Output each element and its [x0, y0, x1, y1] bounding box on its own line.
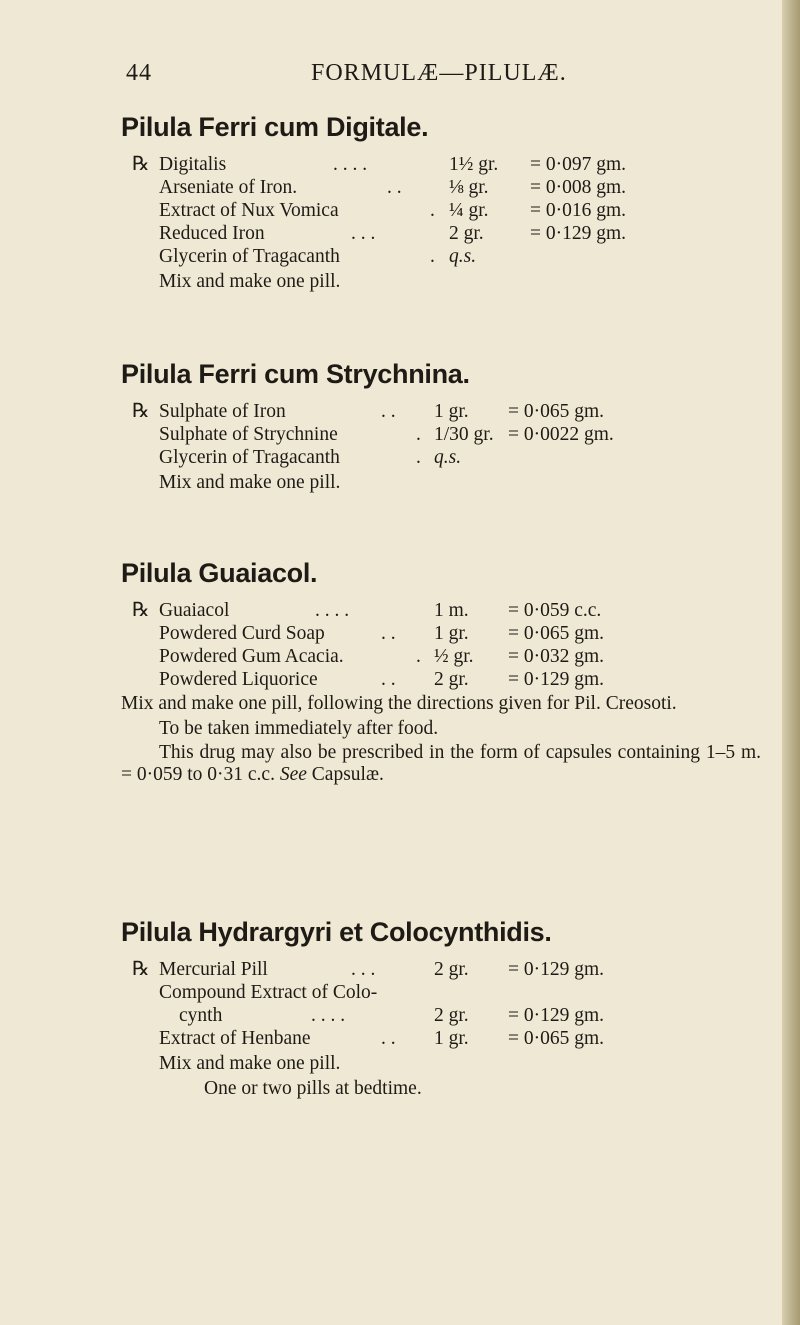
formula-title: Pilula Guaiacol. — [121, 558, 318, 588]
ingredient-row — [121, 1004, 781, 1027]
ingredient-row — [121, 1027, 781, 1050]
formula-ferri-digitale — [121, 112, 781, 293]
dot-leader: . . — [381, 401, 396, 422]
ingredient-metric: = 0·129 gm. — [530, 223, 627, 244]
ingredient-row — [121, 958, 781, 981]
ingredient-metric: = 0·065 gm. — [508, 1028, 605, 1049]
see-reference: See — [279, 764, 307, 785]
ingredient-dose: 2 gr. — [449, 223, 484, 244]
ingredient-name: Powdered Curd Soap — [159, 623, 325, 644]
formula-guaiacol — [121, 558, 781, 786]
ingredient-dose: ⅛ gr. — [449, 177, 489, 198]
ingredient-row — [121, 668, 781, 691]
ingredient-name: Sulphate of Iron — [159, 401, 286, 422]
ingredient-name: Extract of Henbane — [159, 1028, 311, 1049]
ingredient-name: Mercurial Pill — [159, 959, 268, 980]
ingredient-row — [121, 153, 781, 176]
ingredient-dose: 2 gr. — [434, 669, 469, 690]
dot-leader: . — [416, 424, 421, 445]
dot-leader: . . . . — [333, 154, 368, 175]
ingredient-row — [121, 245, 781, 268]
ingredient-metric: = 0·129 gm. — [508, 1005, 605, 1026]
dosage-note: To be taken immediately after food. — [159, 718, 439, 739]
capsule-note-text: This drug may also be prescribed in the form of capsules containing 1–5 m. = 0·059 to 0·31 c.c. — [121, 742, 761, 785]
ingredient-name: Glycerin of Tragacanth — [159, 447, 340, 468]
ingredient-dose: q.s. — [449, 246, 477, 267]
dot-leader: . . . . — [315, 600, 350, 621]
formula-instruction: Mix and make one pill, following the directions given for Pil. Creosoti. — [121, 693, 677, 714]
ingredient-row — [121, 981, 781, 1004]
ingredient-row — [121, 622, 781, 645]
dot-leader: . — [416, 646, 421, 667]
ingredient-row — [121, 176, 781, 199]
ingredient-dose: 1½ gr. — [449, 154, 499, 175]
ingredient-metric: = 0·008 gm. — [530, 177, 627, 198]
recipe-symbol: ℞ — [132, 401, 150, 422]
ingredient-dose: 1/30 gr. — [434, 424, 494, 445]
ingredient-dose: 2 gr. — [434, 1005, 469, 1026]
dot-leader: . . — [387, 177, 402, 198]
formula-title: Pilula Ferri cum Strychnina. — [121, 359, 470, 389]
ingredient-metric: = 0·059 c.c. — [508, 600, 602, 621]
recipe-symbol: ℞ — [132, 959, 150, 980]
ingredient-dose: 1 gr. — [434, 623, 469, 644]
ingredient-row — [121, 222, 781, 245]
recipe-symbol: ℞ — [132, 154, 150, 175]
formula-instruction: Mix and make one pill. — [159, 472, 341, 493]
ingredient-row — [121, 400, 781, 423]
ingredient-dose: ¼ gr. — [449, 200, 489, 221]
ingredient-name: Sulphate of Strychnine — [159, 424, 338, 445]
ingredient-name: Powdered Gum Acacia. — [159, 646, 344, 667]
ingredient-name: Glycerin of Tragacanth — [159, 246, 340, 267]
ingredient-metric: = 0·032 gm. — [508, 646, 605, 667]
dot-leader: . . — [381, 669, 396, 690]
dot-leader: . — [430, 200, 435, 221]
ingredient-name: Extract of Nux Vomica — [159, 200, 339, 221]
dot-leader: . . . — [351, 959, 376, 980]
ingredient-metric: = 0·0022 gm. — [508, 424, 614, 445]
formula-ferri-strychnina — [121, 359, 781, 494]
formula-hydrargyri-colocynthidis — [121, 917, 781, 1100]
capsule-note — [121, 742, 761, 786]
dot-leader: . — [430, 246, 435, 267]
dot-leader: . . . . — [311, 1005, 346, 1026]
dot-leader: . . — [381, 1028, 396, 1049]
ingredient-metric: = 0·129 gm. — [508, 669, 605, 690]
ingredient-dose: 1 gr. — [434, 401, 469, 422]
ingredient-name: Arseniate of Iron. — [159, 177, 298, 198]
ingredient-dose: ½ gr. — [434, 646, 474, 667]
ingredient-dose: 1 gr. — [434, 1028, 469, 1049]
page-edge-shadow — [782, 0, 800, 1325]
ingredient-row — [121, 199, 781, 222]
ingredient-name: cynth — [179, 1005, 223, 1026]
cross-reference: Capsulæ. — [311, 764, 384, 785]
dot-leader: . . . — [351, 223, 376, 244]
formula-title: Pilula Hydrargyri et Colocynthidis. — [121, 917, 552, 947]
ingredient-row — [121, 599, 781, 622]
ingredient-dose: q.s. — [434, 447, 462, 468]
ingredient-name: Powdered Liquorice — [159, 669, 318, 690]
recipe-symbol: ℞ — [132, 600, 150, 621]
ingredient-row — [121, 446, 781, 469]
ingredient-row — [121, 423, 781, 446]
ingredient-dose: 1 m. — [434, 600, 469, 621]
ingredient-metric: = 0·129 gm. — [508, 959, 605, 980]
ingredient-dose: 2 gr. — [434, 959, 469, 980]
ingredient-name: Digitalis — [159, 154, 227, 175]
formula-instruction: Mix and make one pill. — [159, 271, 341, 292]
ingredient-metric: = 0·097 gm. — [530, 154, 627, 175]
ingredient-name: Guaiacol — [159, 600, 230, 621]
formula-title: Pilula Ferri cum Digitale. — [121, 112, 429, 142]
ingredient-name: Compound Extract of Colo- — [159, 982, 378, 1003]
dot-leader: . . — [381, 623, 396, 644]
dosage-note: One or two pills at bedtime. — [204, 1078, 422, 1099]
dot-leader: . — [416, 447, 421, 468]
ingredient-metric: = 0·016 gm. — [530, 200, 627, 221]
ingredient-row — [121, 645, 781, 668]
page-number: 44 — [126, 60, 152, 86]
ingredient-metric: = 0·065 gm. — [508, 623, 605, 644]
running-title: FORMULÆ—PILULÆ. — [311, 60, 567, 86]
ingredient-metric: = 0·065 gm. — [508, 401, 605, 422]
ingredient-name: Reduced Iron — [159, 223, 265, 244]
formula-instruction: Mix and make one pill. — [159, 1053, 341, 1074]
